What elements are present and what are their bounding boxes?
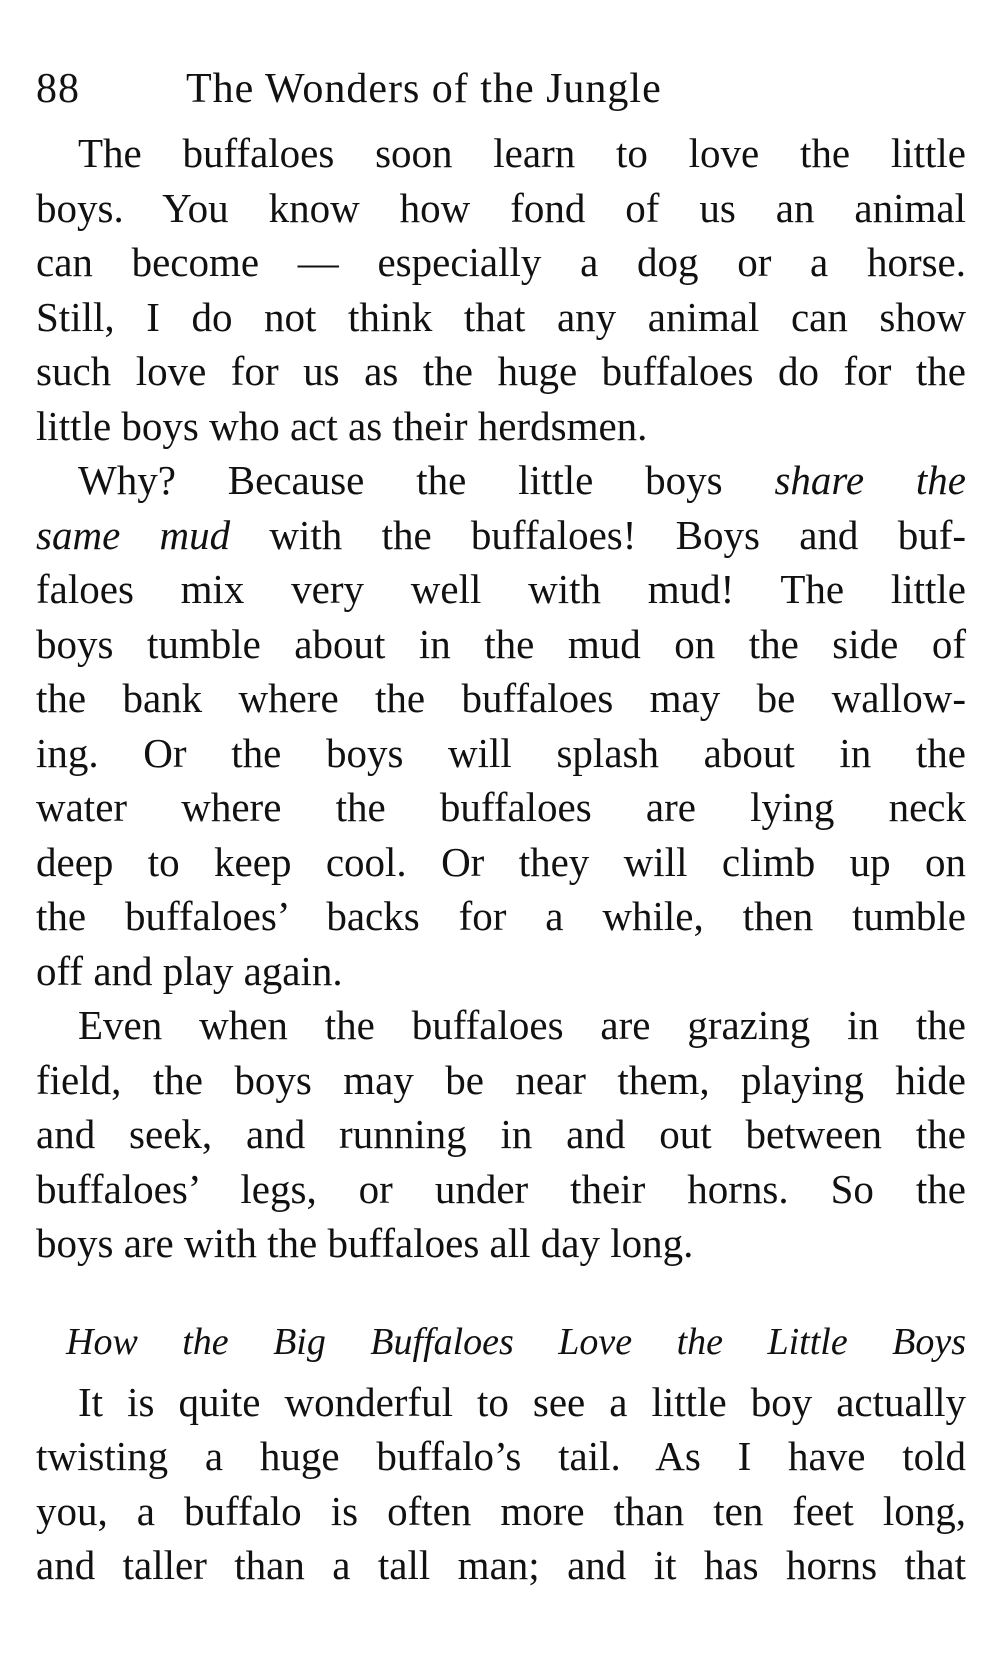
running-title: The Wonders of the Jungle [186,66,662,112]
text-line: little boys who act as their herdsmen. [36,402,648,449]
text-line: field, the boys may be near them, playing hide [36,1056,966,1103]
text-line: It is quite wonderful to see a little boy actually [78,1378,966,1425]
paragraph-2 [36,453,966,998]
italic-run: same mud [36,511,231,558]
text-line: The buffaloes soon learn to love the little [78,130,966,176]
text-run: with the buffaloes! Boys and buf- [230,511,966,558]
text-line: boys are with the buffaloes all day long. [36,1220,694,1266]
text-line: and taller than a tall man; and it has horns that [36,1542,966,1588]
text-line: the buffaloes’ backs for a while, then tumble [36,893,966,939]
italic-run: share the [774,457,966,503]
text-line: Still, I do not think that any animal can show [36,293,966,340]
book-page [36,60,966,1593]
paragraph-3 [36,998,966,1271]
section-heading: How the Big Buffaloes Love the Little Boys [66,1320,966,1363]
paragraph-4 [36,1375,966,1593]
text-line: Even when the buffaloes are grazing in the [78,1002,966,1048]
text-line: ing. Or the boys will splash about in the [36,729,966,776]
text-line: the bank where the buffaloes may be wallow- [36,675,966,721]
text-line: boys tumble about in the mud on the side of [36,620,966,667]
text-line: boys. You know how fond of us an animal [36,184,966,231]
text-line: deep to keep cool. Or they will climb up on [36,838,966,885]
text-line: such love for us as the huge buffaloes do for the [36,348,966,394]
paragraph-1 [36,126,966,453]
page-number: 88 [36,66,80,112]
text-line [36,508,966,563]
text-run: Why? Because the little boys [78,457,775,503]
text-line: and seek, and running in and out between the [36,1111,966,1157]
text-line: buffaloes’ legs, or under their horns. So the [36,1165,966,1212]
text-line: faloes mix very well with mud! The little [36,566,966,612]
text-line: water where the buffaloes are lying neck [36,784,966,830]
text-line: off and play again. [36,947,343,994]
text-line: can become — especially a dog or a horse. [36,239,966,285]
running-head [36,60,966,118]
text-line: you, a buffalo is often more than ten feet long, [36,1487,966,1534]
text-line [36,453,966,508]
text-line: twisting a huge buffalo’s tail. As I have told [36,1433,966,1479]
body-text [36,126,966,1593]
